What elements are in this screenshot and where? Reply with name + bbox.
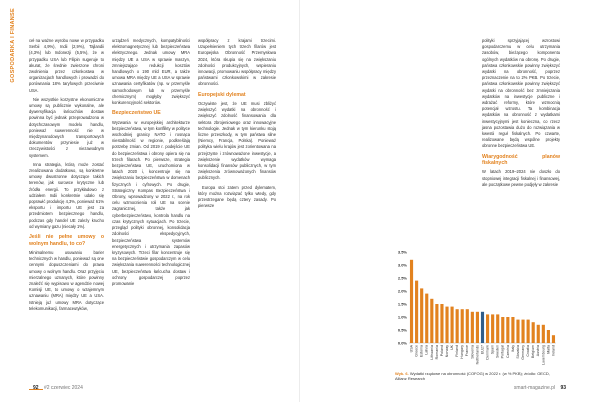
bar-croatia [527, 320, 530, 343]
x-tick-label: Denmark [485, 345, 490, 360]
paragraph: współpracy z krajami trzecimi. Uzupełnieniem tych trzech filarów jest Europejska Obronność Przemysłowa 2024, która skupia się na zwiększaniu zdolności produkcyjnych, wspieraniu innowacji, promowaniu współpracy między państwami członkowskimi w zakresie obronności. [198, 38, 276, 87]
bar-romania [435, 304, 438, 343]
x-tick-label: Austria [536, 345, 541, 357]
paragraph: Minimalnemu usuwaniu barier technicznych w handlu, ponieważ są one cennymi dopuszczeniami do prawa umowy o wolnym handlu. Oraz przyjęciu mierzalnego uznanych, które powinny znaleźć się wypisowo w agendzie nowej Komisji UE, to umowy o wzajemnym uznawaniu (MRA) między UE a USA. Istnieją już umowy MRA dotyczące telekomunikacji, farmaceutyków, [29, 249, 104, 311]
x-tick-label: Luxembourg [541, 345, 546, 365]
bar-denmark [486, 314, 489, 343]
bar-france [466, 309, 469, 343]
y-tick-label: 1.0% [397, 314, 407, 320]
x-tick-label: Germany [521, 345, 526, 360]
bar-spain [491, 314, 494, 343]
x-tick-label: Romania [434, 345, 439, 360]
bar-uk [451, 307, 454, 343]
paragraph: W latach 2019–2024 nie doszło do stopniowej integracji fiskalnej i finansowej, ale początkowe pewne podjęły w zakresie [482, 169, 560, 187]
site-label: smart-magazine.pl [513, 385, 556, 391]
bar-usa [410, 260, 413, 343]
x-tick-label: Belgium [531, 345, 536, 358]
bar-lithuania [430, 299, 433, 343]
bar-luxembourg [542, 325, 545, 343]
x-tick-label: USA [409, 345, 414, 353]
x-tick-label: Greece [414, 345, 419, 357]
x-tick-label: France [465, 345, 470, 357]
y-tick-label: 0.5% [397, 327, 407, 333]
bar-austria [537, 325, 540, 343]
bar-latvia [425, 294, 428, 343]
x-tick-label: EU27 [480, 345, 485, 354]
x-tick-label: Lithuania [429, 345, 434, 360]
subheading: Jeśli nie pełne umowy o wolnym handlu, to co? [29, 234, 104, 247]
y-tick-label: 0.0% [397, 340, 407, 346]
bar-chart [395, 246, 560, 371]
left-column-2 [112, 38, 190, 290]
left-column-1 [29, 38, 104, 315]
x-tick-label: Slovenia [470, 345, 475, 359]
paragraph: Oczywiste jest, że UE musi zbliżyć zwiększyć wydatki na obronność i zwiększyć zdolność finansowania dla sektora zbrojeniowego oraz innowacyjne technologie. Jednak w tym kierunku stoją liczne przeszkody, w tym państwa silne (Niemcy, Francja, Polska). Ponieważ polityka wielu krajów jest zorientowana na przejrzyste i zrównoważone inwestycje, a zwiększenie wydatków wymaga konsolidacji finansów publicznych, w tym zwiększenia zrównoważonych finansów publicznych. [198, 101, 276, 181]
right-footer [470, 385, 570, 391]
bar-malta [547, 330, 550, 343]
paragraph: polityki sprzyjającej wzrostowi gospodarczemu w celu utrzymania zasobów, bieżącego komponentu ogólnych wydatków na obronę. Po drugie, państwa członkowskie powinny zwiększyć wydatki na obronność, poprzez przeznaczenie na to 2% PKB. Po trzecie, państwa członkowskie powinny zwiększyć wydatki na obronność bez zmniejszania wydatków na inwestycje publiczne i wdrażać reformy, które wzmocnią potencjał wzrostu. Ta kombinacja wydatków na obronność z wydatkami inwestycyjnymi jest konieczna, co rzecz jasna pozostawia dużo do rozwiązania w kwestii reguł fiskalnych. Po czwarte, realizowane będą wspólne projekty obronne bezpieczeństwa UE. [482, 38, 560, 149]
bar-slovakia [516, 320, 519, 343]
x-tick-label: Ireland [551, 345, 556, 356]
x-tick-label: Norway [444, 345, 449, 358]
bar-poland [440, 304, 443, 343]
defense-spending-chart [395, 246, 560, 371]
x-tick-label: Malta [546, 345, 551, 354]
x-tick-label: UK [450, 345, 455, 350]
left-footer [29, 385, 83, 391]
paragraph: Europa stoi zatem przed dylematem, który można rozwiązać tylko wtedy, gdy przestrzegane będą cztery zasady. Po pierwsze [198, 184, 276, 209]
chart-caption [395, 371, 560, 382]
right-column-3 [482, 38, 560, 191]
bar-norway [445, 307, 448, 343]
bar-hungary [461, 309, 464, 343]
bar-italy [511, 317, 514, 343]
bar-greece [415, 281, 418, 343]
subheading: Europejski dylemat [198, 91, 246, 98]
x-tick-label: Portugal [500, 345, 505, 359]
bar-ireland [552, 335, 555, 343]
y-tick-label: 2.5% [397, 275, 407, 281]
x-tick-label: Italy [510, 345, 515, 352]
y-tick-label: 2.0% [397, 288, 407, 294]
x-tick-label: Poland [439, 345, 444, 357]
paragraph: Nie wszystkie korzystne ekonomiczne umowy są publicznie wykonalne, ale dywersyfikacja łańcuchów dostaw powinna być jednak przeprowadzona w dotychczasowym modelu handlu, ponieważ suwerenność nie w międzynarodowych transportowych dokumentów przyniesie już w rzeczywistości z niezawodnym systemem. [29, 96, 104, 158]
x-tick-label: Estonia [419, 345, 424, 357]
x-tick-label: Latvia [424, 345, 429, 355]
paragraph: Wyzwania w europejskiej architekturze bezpieczeństwa, w tym konflikty w polityce wschodniej granicy NATO i rosnąca niestabilność w regionie, podkreślają potrzebę zmian. Od 2019 r. podejście UE do bezpieczeństwa i obrony opiera się na trzech filarach. Po pierwsze, strategia bezpieczeństwa UE, uruchomiona w latach 2020 i, koncentruje się na zwiększaniu bezpieczeństwa w domenach fizycznych i cyfrowych. Po drugie, Strategiczny Kompas Bezpieczeństwa i Obrony, wprowadzony w 2022 r., na rok celu wzmocnienia roli UE na scenie zagranicznej, także jak cyberbezpieczeństwo, kontrola handlu na czas krytycznych sytuacjach. Po trzecie, przegląd polityki obronnej, konsolidacja zdolności ekspedycyjnych, bezpieczeństwa systemów energetycznych i utrzymania zapasów kryzysowych. Trzeci filar koncentruje się na bezpieczeństwie gospodarczym w celu zwiększania suwerenności technologicznej UE, bezpieczeństwa łańcucha dostaw i ochrony gospodarczej poprzez promowanie [112, 119, 190, 286]
paragraph: ceł na ważne wyrobu nowe w przypadku Serbii 4,9%), Indii (2,9%), Tajlandii (4,3%) lub Indonezji (5,5%), że w przypadku USA lub Filipin sugeruje to akurat, że średnie zwierzone chroni zwolnienia przez członkostwa w organizacjach handlowych i prowadzi do porównania 18% taryfowych przeciwnie USA. [29, 38, 104, 93]
bar-estonia [420, 288, 423, 343]
bar-belgium [532, 322, 535, 343]
page-number: 93 [560, 385, 566, 391]
bar-sweden [496, 314, 499, 343]
x-tick-label: Czechia [505, 345, 510, 358]
x-tick-label: Slovakia [515, 345, 520, 359]
bar-finland [456, 309, 459, 343]
subheading: Wiarygodność planów fiskalnych [482, 153, 560, 167]
y-tick-label: 3.5% [397, 249, 407, 255]
bar-netherlands [476, 312, 479, 343]
bar-czechia [506, 317, 509, 343]
paragraph: urządzeń medycznych, kompatybilności elektromagnetycznej lub bezpieczeństwa elektrycznego. Jednak umowy MRA między UE a USA w sprawie maszyn, zmniejszające redukcji kosztów handlowych o 190 mld EUR, a także umowa MRA między UE a USA w sprawie uznawania certyfikatów (np. w przemyśle samochodowym lub w przemyśle chemicznym) mogłyby zwiększyć konkurencyjność sektorów. [112, 38, 190, 106]
bar-portugal [501, 317, 504, 343]
section-label: GOSPODARKA I FINANSE [10, 8, 16, 83]
x-tick-label: Finland [455, 345, 460, 357]
bar-germany [521, 320, 524, 343]
caption-text: Wydatki rządowe na obronność (COFOG) w 2022 r. (w % PKB); źródło: OECD, Allianz Research [395, 371, 550, 382]
x-tick-label: Hungary [460, 345, 465, 359]
y-tick-label: 1.5% [397, 301, 407, 307]
x-tick-label: Sweden [495, 345, 500, 358]
section-tab [10, 8, 19, 83]
right-page [300, 0, 600, 402]
issue-label: #2 czerwiec 2024 [43, 385, 83, 391]
left-column-3 [198, 38, 276, 212]
page-number: 92 [33, 385, 39, 391]
paragraph: Inna strategia, którą może zostać zrealizowana dodatkowo, są konkretne umowy dwustronne dotyczące takich terenów, jak surowce krytyczne lub źródła energii. To przykładowo z udziałem Indii konkretnie udało się poprawić produkcję 4,3%, ponieważ 61% eksportu i importu UE jest za przedmiotem bezpiecznego handlu, podczas gdy handel UE zależy krucho od wymiany gazu (niecały 1%). [29, 161, 104, 229]
bar-slovenia [471, 312, 474, 343]
bar-eu27 [481, 312, 484, 343]
x-tick-label: Croatia [526, 345, 531, 357]
y-tick-label: 3.0% [397, 262, 407, 268]
caption-label: Wyk. 6. [395, 371, 409, 376]
x-tick-label: Spain [490, 345, 495, 355]
subheading: Bezpieczeństwo UE [112, 110, 161, 117]
x-tick-label: Netherlands [475, 345, 480, 365]
